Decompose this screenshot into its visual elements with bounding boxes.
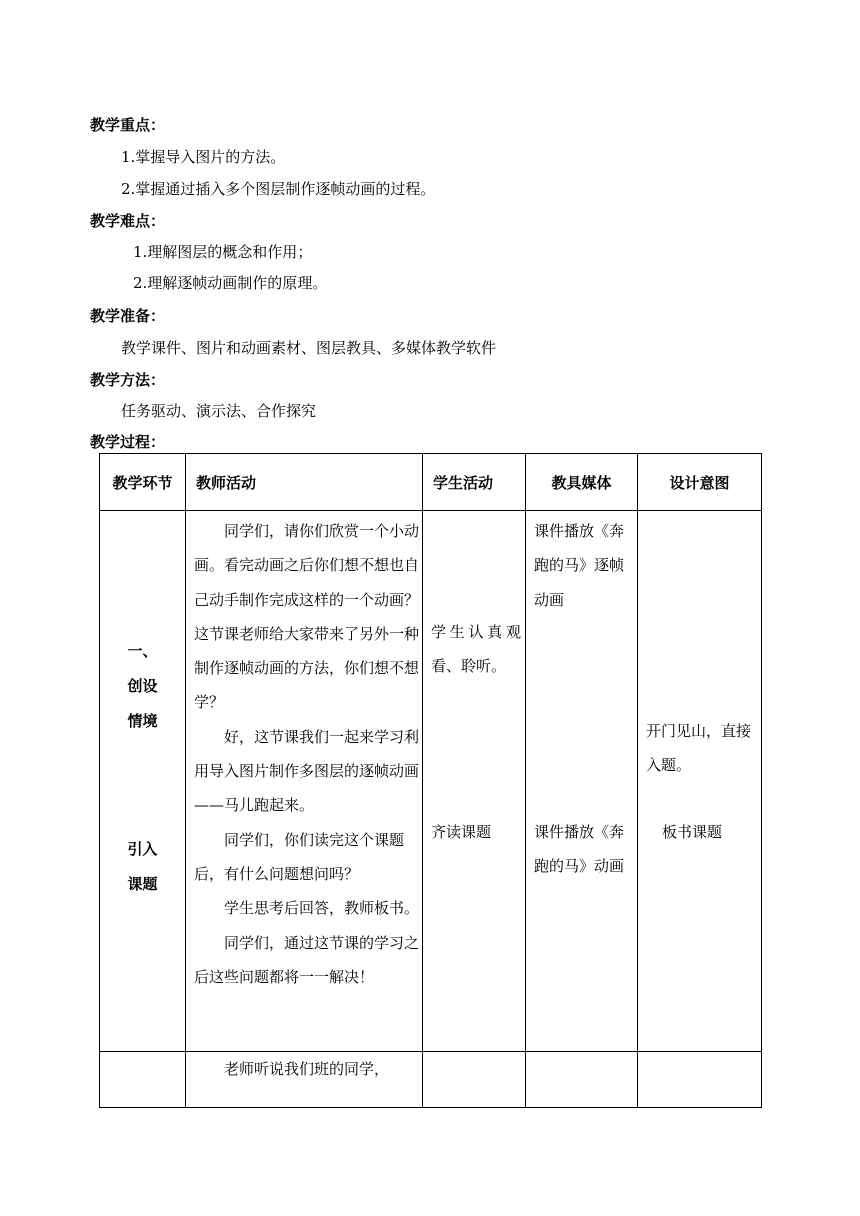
student-activity-cell bbox=[423, 511, 526, 1052]
design-intent-cell bbox=[638, 511, 762, 1052]
design-intent-cell bbox=[638, 1052, 762, 1108]
stage-text: 一、 bbox=[127, 642, 158, 660]
stage-part1 bbox=[100, 634, 185, 739]
header-media: 教具媒体 bbox=[526, 454, 638, 511]
difficulty-item: 1.理解图层的概念和作用； bbox=[133, 243, 313, 261]
media-text: 课件播放《奔跑的马》逐帧动画 bbox=[534, 522, 625, 609]
teacher-paragraph: 同学们，你们读完这个课题后，有什么问题想问吗？ bbox=[194, 830, 405, 883]
stage-cell bbox=[100, 1052, 186, 1108]
key-point-item: 2.掌握通过插入多个图层制作逐帧动画的过程。 bbox=[121, 180, 436, 198]
media-cell bbox=[526, 511, 638, 1052]
stage-part2 bbox=[100, 832, 185, 902]
header-stage: 教学环节 bbox=[100, 454, 186, 511]
stage-text: 课题 bbox=[127, 875, 158, 893]
teacher-paragraph: 老师听说我们班的同学， bbox=[224, 1060, 390, 1078]
media-text: 课件播放《奔跑的马》动画 bbox=[534, 823, 625, 876]
design-intent-text: 开门见山，直接入题。 bbox=[646, 722, 752, 775]
student-activity-cell bbox=[423, 1052, 526, 1108]
lesson-process-table bbox=[99, 453, 762, 1108]
key-points-heading: 教学重点： bbox=[90, 116, 166, 134]
difficulty-item: 2.理解逐帧动画制作的原理。 bbox=[133, 274, 328, 292]
design-intent-text: 板书课题 bbox=[662, 823, 723, 841]
teacher-activity-cell bbox=[186, 511, 423, 1052]
stage-text: 情境 bbox=[127, 712, 158, 730]
student-activity-text: 学生认真观看、聆听。 bbox=[431, 623, 521, 676]
header-teacher-activity: 教师活动 bbox=[186, 454, 423, 511]
media-cell bbox=[526, 1052, 638, 1108]
preparation-text: 教学课件、图片和动画素材、图层教具、多媒体教学软件 bbox=[121, 339, 497, 357]
teacher-paragraph: 同学们，通过这节课的学习之后这些问题都将一一解决！ bbox=[194, 933, 420, 986]
difficulties-heading: 教学难点： bbox=[90, 212, 166, 230]
table-header-row bbox=[100, 454, 762, 511]
student-activity-text: 齐读课题 bbox=[431, 823, 492, 841]
teacher-paragraph: 学生思考后回答，教师板书。 bbox=[224, 899, 420, 918]
stage-text: 引入 bbox=[127, 840, 158, 858]
methods-text: 任务驱动、演示法、合作探究 bbox=[121, 402, 317, 420]
methods-heading: 教学方法： bbox=[90, 371, 166, 389]
header-student-activity: 学生活动 bbox=[423, 454, 526, 511]
table-row bbox=[100, 1052, 762, 1108]
teacher-paragraph: 好，这节课我们一起来学习利用导入图片制作多图层的逐帧动画——马儿跑起来。 bbox=[194, 727, 420, 815]
stage-text: 创设 bbox=[127, 677, 158, 695]
process-heading: 教学过程： bbox=[90, 433, 166, 451]
key-point-item: 1.掌握导入图片的方法。 bbox=[121, 148, 286, 166]
teacher-paragraph: 同学们，请你们欣赏一个小动画。看完动画之后你们想不想也自己动手制作完成这样的一个动画？这节课老师给大家带来了另外一种制作逐帧动画的方法，你们想不想学？ bbox=[194, 522, 420, 712]
teacher-activity-cell bbox=[186, 1052, 423, 1108]
preparation-heading: 教学准备： bbox=[90, 307, 166, 325]
table-row bbox=[100, 511, 762, 1052]
stage-cell bbox=[100, 511, 186, 1052]
header-design-intent: 设计意图 bbox=[638, 454, 762, 511]
